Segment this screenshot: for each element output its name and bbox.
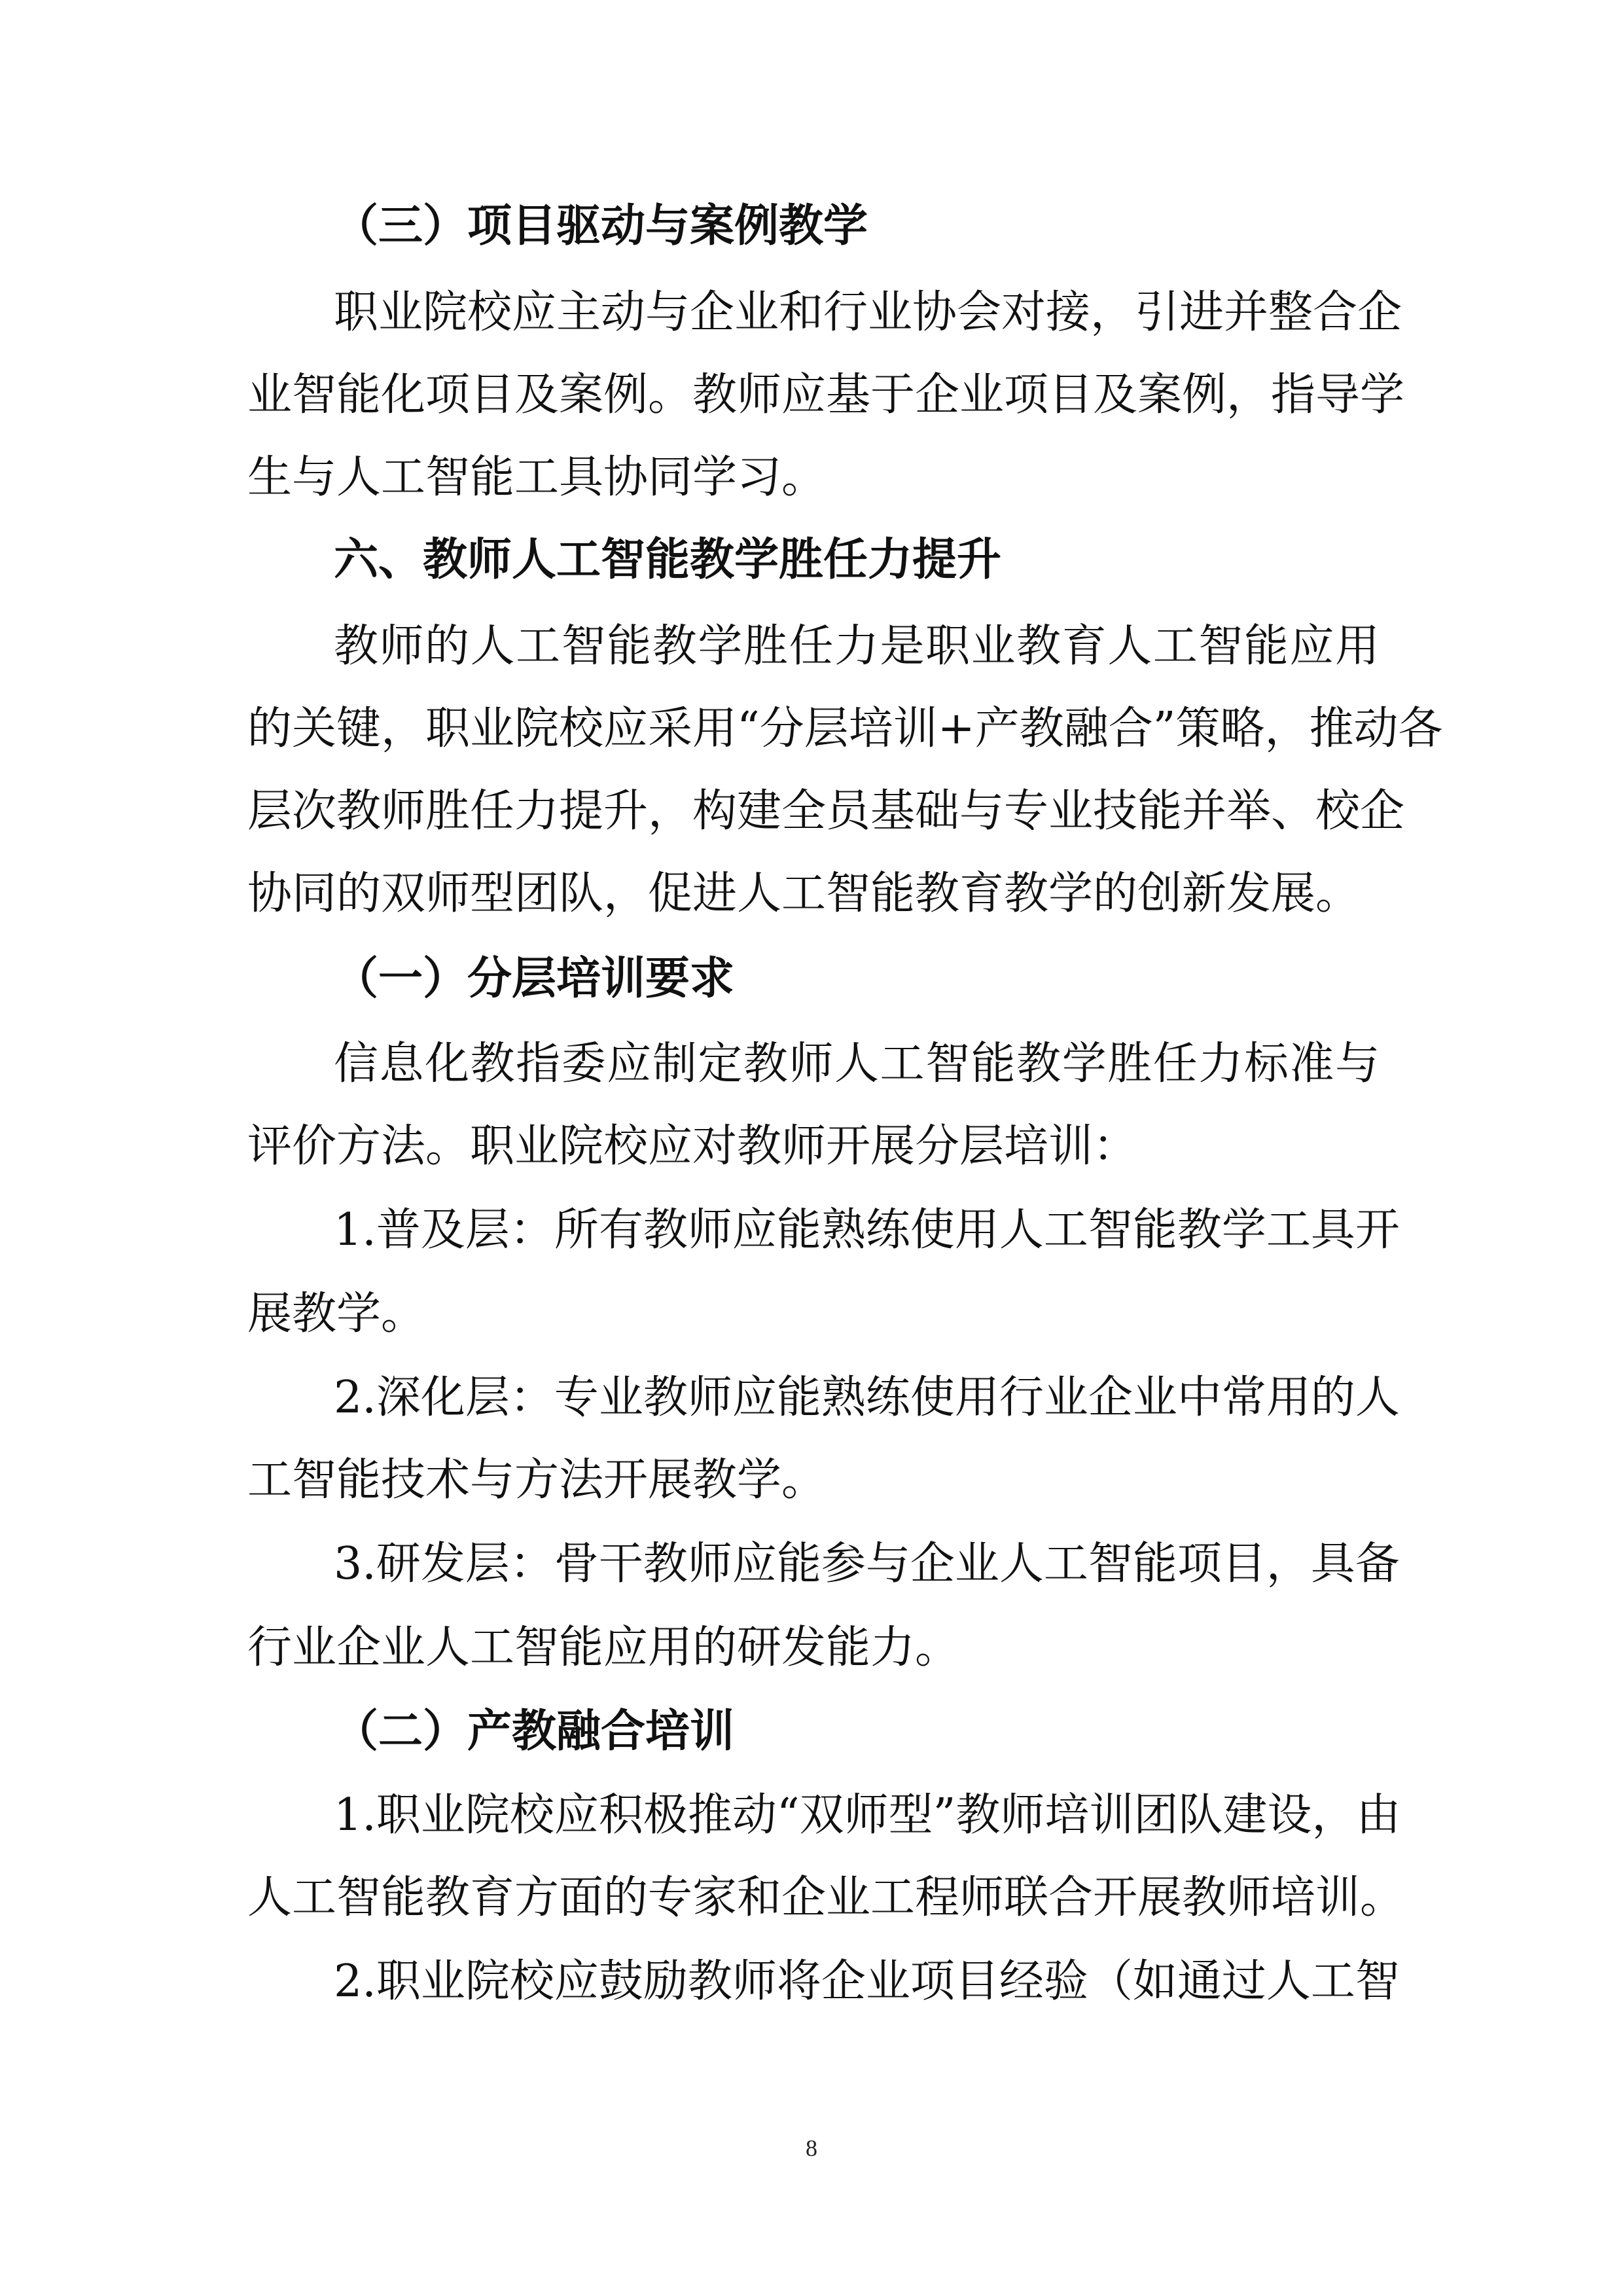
list-item-1-line: 1.普及层：所有教师应能熟练使用人工智能教学工具开 xyxy=(334,1204,1400,1256)
chapter-6-heading: 六、教师人工智能教学胜任力提升 xyxy=(334,534,1002,586)
paragraph-line: 生与人工智能工具协同学习。 xyxy=(247,452,827,503)
paragraph-line: 信息化教指委应制定教师人工智能教学胜任力标准与 xyxy=(334,1038,1380,1090)
paragraph-line: 的关键，职业院校应采用“分层培训+产教融合”策略，推动各 xyxy=(247,703,1443,755)
list-item-line: 2.职业院校应鼓励教师将企业项目经验（如通过人工智 xyxy=(334,1956,1400,2007)
list-item-3-line: 行业企业人工智能应用的研发能力。 xyxy=(247,1622,960,1674)
paragraph-line: 职业院校应主动与企业和行业协会对接，引进并整合企 xyxy=(334,287,1402,338)
list-item-line: 人工智能教育方面的专家和企业工程师联合开展教师培训。 xyxy=(247,1872,1405,1924)
paragraph-line: 协同的双师型团队，促进人工智能教育教学的创新发展。 xyxy=(247,868,1361,920)
paragraph-line: 业智能化项目及案例。教师应基于企业项目及案例，指导学 xyxy=(247,369,1405,421)
section-3-heading: （三）项目驱动与案例教学 xyxy=(334,200,868,252)
subsection-1-heading: （一）分层培训要求 xyxy=(334,953,735,1005)
list-item-1-line: 展教学。 xyxy=(247,1288,426,1340)
list-item-2-line: 2.深化层：专业教师应能熟练使用行业企业中常用的人 xyxy=(334,1372,1400,1424)
paragraph-line: 评价方法。职业院校应对教师开展分层培训： xyxy=(247,1121,1138,1172)
list-item-line: 1.职业院校应积极推动“双师型”教师培训团队建设，由 xyxy=(334,1789,1401,1841)
subsection-2-heading: （二）产教融合培训 xyxy=(334,1706,735,1757)
list-item-2-line: 工智能技术与方法开展教学。 xyxy=(247,1454,827,1506)
list-item-3-line: 3.研发层：骨干教师应能参与企业人工智能项目，具备 xyxy=(334,1538,1400,1590)
page-number: 8 xyxy=(806,2135,817,2161)
paragraph-line: 教师的人工智能教学胜任力是职业教育人工智能应用 xyxy=(334,620,1380,672)
paragraph-line: 层次教师胜任力提升，构建全员基础与专业技能并举、校企 xyxy=(247,785,1405,837)
